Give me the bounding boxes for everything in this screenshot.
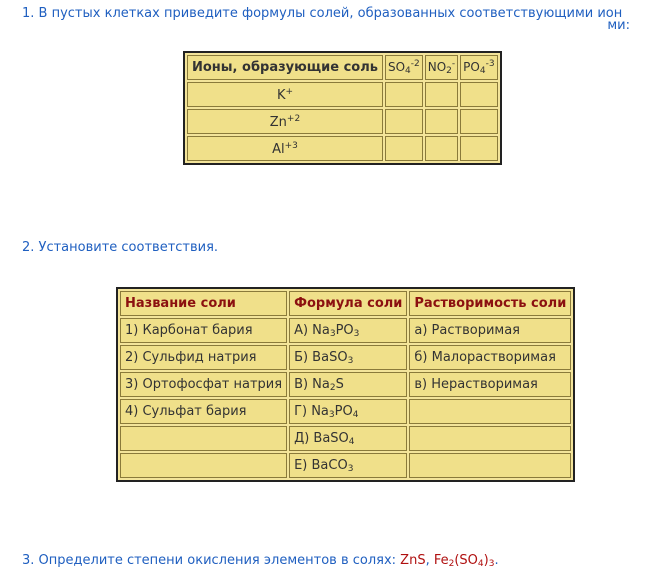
ions-table-header-row <box>187 55 498 80</box>
answer-cell[interactable] <box>385 109 423 134</box>
salt-zns: ZnS <box>400 553 426 568</box>
salt-solubility-cell <box>409 426 571 451</box>
salt-name-cell <box>120 426 287 451</box>
salt-name-cell <box>120 453 287 478</box>
salt-solubility-cell: а) Растворимая <box>409 318 571 343</box>
salt-name-cell: 1) Карбонат бария <box>120 318 287 343</box>
answer-cell[interactable] <box>385 136 423 161</box>
task-2-text: 2. Установите соответствия. <box>22 240 219 255</box>
matching-table-row <box>120 453 571 478</box>
task-3-prompt: 3. Определите степени окисления элементов в солях: <box>22 553 401 568</box>
cation-cell-k: K+ <box>187 82 383 107</box>
task-1-text <box>22 6 630 33</box>
answer-cell[interactable] <box>460 82 497 107</box>
answer-cell[interactable] <box>460 109 497 134</box>
task-1-line-2: ми: <box>607 18 630 33</box>
anion-header-po4: $PO_4^{-3}$ <box>460 55 497 80</box>
matching-table-row <box>120 345 571 370</box>
salt-fe2so43: $Fe_2(SO_4)_3$ <box>433 553 495 569</box>
ions-table <box>183 51 502 165</box>
answer-cell[interactable] <box>425 136 458 161</box>
task-1-line-1: 1. В пустых клетках приведите формулы солей, образованных соответствующими ион <box>22 6 623 21</box>
matching-table-row <box>120 399 571 424</box>
salt-solubility-cell: б) Малорастворимая <box>409 345 571 370</box>
cation-cell-al: $Al^{+3}$ <box>187 136 383 161</box>
salt-solubility-cell: в) Нерастворимая <box>409 372 571 397</box>
salt-solubility-cell <box>409 399 571 424</box>
header-salt-formula: Формула соли <box>289 291 407 316</box>
salt-formula-cell: В) $Na_2S$ <box>289 372 407 397</box>
salt-formula-cell: Б) BaSO$_3$ <box>289 345 407 370</box>
matching-table-row <box>120 318 571 343</box>
answer-cell[interactable] <box>425 82 458 107</box>
salt-formula-cell: Д) BaSO$_4$ <box>289 426 407 451</box>
answer-cell[interactable] <box>385 82 423 107</box>
salt-name-cell: 4) Сульфат бария <box>120 399 287 424</box>
answer-cell[interactable] <box>460 136 497 161</box>
ions-table-row <box>187 82 498 107</box>
salt-solubility-cell <box>409 453 571 478</box>
task-3-text: 3. Определите степени окисления элементов в солях: ZnS, $Fe_2(SO_4)_3$. <box>22 553 499 569</box>
salt-formula-cell: А) $Na_3PO_3$ <box>289 318 407 343</box>
anion-header-no2: $NO_2^-$ <box>425 55 458 80</box>
salt-formula-cell: Е) BaCO$_3$ <box>289 453 407 478</box>
matching-table <box>116 287 575 482</box>
cation-cell-zn: $Zn^{+2}$ <box>187 109 383 134</box>
salt-name-cell: 3) Ортофосфат натрия <box>120 372 287 397</box>
anion-header-so4: $SO_4^{-2}$ <box>385 55 423 80</box>
header-salt-solubility: Растворимость соли <box>409 291 571 316</box>
matching-table-row <box>120 372 571 397</box>
ions-header-cell: Ионы, образующие соль <box>187 55 383 80</box>
ions-table-row <box>187 109 498 134</box>
matching-table-row <box>120 426 571 451</box>
salt-name-cell: 2) Сульфид натрия <box>120 345 287 370</box>
header-salt-name: Название соли <box>120 291 287 316</box>
salt-formula-cell: Г) $Na_3PO_4$ <box>289 399 407 424</box>
matching-table-header-row <box>120 291 571 316</box>
answer-cell[interactable] <box>425 109 458 134</box>
ions-table-row <box>187 136 498 161</box>
